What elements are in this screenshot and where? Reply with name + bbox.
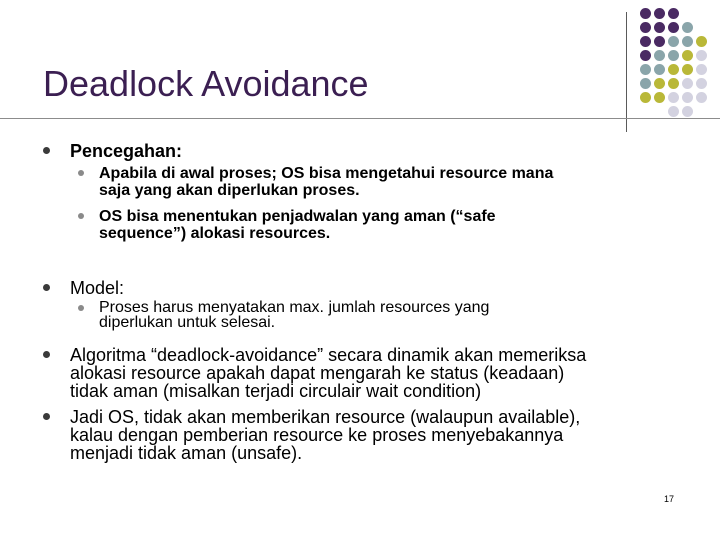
bullet-algoritma-line-2: alokasi resource apakah dapat mengarah ke status (keadaan) [70, 363, 565, 383]
decorative-dot [668, 36, 679, 47]
decorative-dot [668, 64, 679, 75]
sub-bullet-apabila [99, 165, 553, 199]
decorative-dot [654, 22, 665, 33]
decorative-dot [696, 64, 707, 75]
decorative-dot [696, 36, 707, 47]
sub-bullet-os-bisa-line-2: sequence”) alokasi resources. [99, 225, 331, 242]
decorative-dot [682, 22, 693, 33]
sub-bullet-os-bisa-line-1: OS bisa menentukan penjadwalan yang aman (“safe [99, 208, 496, 225]
decorative-dot [668, 92, 679, 103]
bullet-pencegahan-label: Pencegahan: [70, 141, 183, 161]
decorative-dot [682, 106, 693, 117]
decorative-dot [640, 64, 651, 75]
decorative-dot [696, 78, 707, 89]
bullet-algoritma [70, 346, 586, 400]
bullet-icon [43, 284, 50, 291]
decorative-dot [654, 36, 665, 47]
sub-bullet-icon [78, 213, 84, 219]
decorative-dot [682, 50, 693, 61]
bullet-jadi-line-2: kalau dengan pemberian resource ke proses menyebakannya [70, 425, 564, 445]
decorative-dot [696, 92, 707, 103]
decorative-dot [696, 50, 707, 61]
decorative-dot [668, 78, 679, 89]
bullet-algoritma-line-1: Algoritma “deadlock-avoidance” secara dinamik akan memeriksa [70, 345, 587, 365]
decorative-dot [640, 36, 651, 47]
decorative-dot [654, 50, 665, 61]
sub-bullet-apabila-line-2: saja yang akan diperlukan proses. [99, 182, 360, 199]
decorative-dot [640, 8, 651, 19]
decorative-dot [654, 8, 665, 19]
bullet-icon [43, 351, 50, 358]
bullet-algoritma-line-3: tidak aman (misalkan terjadi circulair wait condition) [70, 381, 482, 401]
decorative-dot [668, 50, 679, 61]
sub-bullet-apabila-line-1: Apabila di awal proses; OS bisa mengetahui resource mana [99, 165, 554, 182]
decorative-dot [668, 8, 679, 19]
decorative-dot [640, 78, 651, 89]
slide-title: Deadlock Avoidance [43, 63, 369, 104]
bullet-jadi-line-1: Jadi OS, tidak akan memberikan resource (walaupun available), [70, 407, 581, 427]
decorative-dot [668, 106, 679, 117]
title-divider [0, 118, 720, 119]
decorative-dot [682, 64, 693, 75]
decorative-dot [640, 92, 651, 103]
sub-bullet-proses-line-2: diperlukan untuk selesai. [99, 314, 276, 331]
decorative-dot [682, 92, 693, 103]
sub-bullet-icon [78, 170, 84, 176]
sub-bullet-os-bisa [99, 208, 496, 242]
decorative-dot [654, 64, 665, 75]
bullet-model-label: Model: [70, 278, 125, 298]
bullet-jadi-line-3: menjadi tidak aman (unsafe). [70, 443, 303, 463]
decorative-dot [640, 22, 651, 33]
bullet-icon [43, 413, 50, 420]
bullet-jadi [70, 408, 580, 462]
decorative-dot [654, 78, 665, 89]
decorative-dot [640, 50, 651, 61]
decorative-dot [682, 36, 693, 47]
vertical-divider [626, 12, 627, 132]
sub-bullet-proses [99, 300, 489, 330]
bullet-icon [43, 147, 50, 154]
decorative-dot [682, 78, 693, 89]
decorative-dot-grid [633, 8, 720, 118]
page-number: 17 [664, 494, 675, 504]
decorative-dot [668, 22, 679, 33]
sub-bullet-proses-line-1: Proses harus menyatakan max. jumlah resources yang [99, 299, 490, 316]
sub-bullet-icon [78, 305, 84, 311]
decorative-dot [654, 92, 665, 103]
